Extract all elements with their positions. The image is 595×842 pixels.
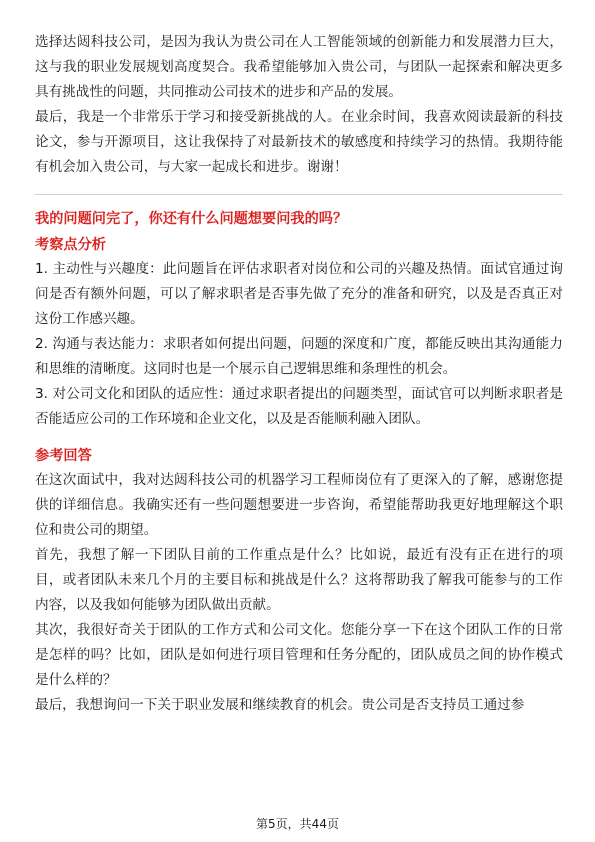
analysis-heading: 考察点分析: [35, 237, 106, 253]
answer-paragraph-4: 最后，我想询问一下关于职业发展和继续教育的机会。贵公司是否支持员工通过参: [35, 697, 525, 713]
intro-paragraph-2: 最后，我是一个非常乐于学习和接受新挑战的人。在业余时间，我喜欢阅读最新的科技论文，参与开源项目，这让我保持了对最新技术的敏感度和持续学习的热情。我期待能有机会加入贵公司，与大家一起成长和进步。谢谢！: [35, 109, 563, 175]
section-divider: [35, 194, 563, 195]
page-footer: 第5页，共44页: [256, 817, 339, 831]
section-gap: [35, 432, 563, 444]
question-title: 我的问题问完了，你还有什么问题想要问我的吗？: [35, 211, 348, 227]
intro-paragraph-1: 选择达闼科技公司，是因为我认为贵公司在人工智能领域的创新能力和发展潜力巨大，这与我的职业发展规划高度契合。我希望能够加入贵公司，与团队一起探索和解决更多具有挑战性的问题，共同推动公司技术的进步和产品的发展。: [35, 34, 563, 100]
analysis-item-3: 3. 对公司文化和团队的适应性：通过求职者提出的问题类型，面试官可以判断求职者是否能适应公司的工作环境和企业文化，以及是否能顺利融入团队。: [35, 386, 563, 427]
analysis-item-2: 2. 沟通与表达能力：求职者如何提出问题，问题的深度和广度，都能反映出其沟通能力和思维的清晰度。这同时也是一个展示自己逻辑思维和条理性的机会。: [35, 336, 563, 377]
answer-paragraph-2: 首先，我想了解一下团队目前的工作重点是什么？比如说，最近有没有正在进行的项目，或者团队未来几个月的主要目标和挑战是什么？这将帮助我了解我可能参与的工作内容，以及我如何能够为团队做出贡献。: [35, 547, 563, 613]
answer-paragraph-3: 其次，我很好奇关于团队的工作方式和公司文化。您能分享一下在这个团队工作的日常是怎样的吗？比如，团队是如何进行项目管理和任务分配的，团队成员之间的协作模式是什么样的？: [35, 622, 563, 688]
analysis-item-1: 1. 主动性与兴趣度：此问题旨在评估求职者对岗位和公司的兴趣及热情。面试官通过询问是否有额外问题，可以了解求职者是否事先做了充分的准备和研究，以及是否真正对这份工作感兴趣。: [35, 261, 563, 327]
page-content: [35, 30, 563, 718]
answer-heading: 参考回答: [35, 448, 92, 464]
answer-paragraph-1: 在这次面试中，我对达闼科技公司的机器学习工程师岗位有了更深入的了解，感谢您提供的详细信息。我确实还有一些问题想要进一步咨询，希望能帮助我更好地理解这个职位和贵公司的期望。: [35, 472, 563, 538]
